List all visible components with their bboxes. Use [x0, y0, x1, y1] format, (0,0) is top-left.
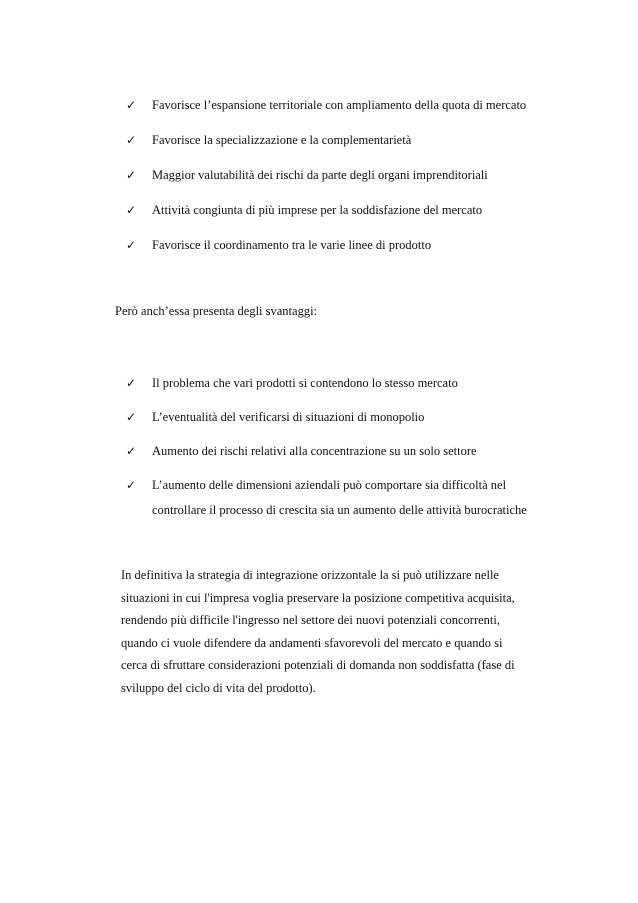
- advantage-text: Favorisce il coordinamento tra le varie linee di prodotto: [152, 238, 432, 252]
- list-item: [126, 131, 526, 149]
- list-item: [126, 408, 527, 426]
- conclusion-paragraph: [121, 564, 541, 699]
- checkmark-icon: ✓: [126, 238, 137, 252]
- advantage-text: Favorisce l’espansione territoriale con ampliamento della quota di mercato: [152, 98, 527, 112]
- disadvantage-line: L’aumento delle dimensioni aziendali può comportare sia difficoltà nel: [152, 478, 507, 492]
- checkmark-icon: ✓: [126, 444, 137, 458]
- advantages-list: [126, 96, 526, 271]
- disadvantages-list: [126, 374, 527, 539]
- checkmark-icon: ✓: [126, 410, 137, 424]
- disadvantage-text: L’eventualità del verificarsi di situazioni di monopolio: [152, 410, 425, 424]
- paragraph-line: quando ci vuole difendere da andamenti sfavorevoli del mercato e quando si: [121, 635, 503, 650]
- disadvantage-line: controllare il processo di crescita sia un aumento delle attività burocratiche: [152, 503, 527, 517]
- list-item: [126, 476, 527, 523]
- checkmark-icon: ✓: [126, 98, 137, 112]
- checkmark-icon: ✓: [126, 168, 137, 182]
- checkmark-icon: ✓: [126, 203, 137, 217]
- list-item: [126, 166, 526, 184]
- checkmark-icon: ✓: [126, 133, 137, 147]
- disadvantage-text: [152, 473, 527, 523]
- list-item: [126, 201, 526, 219]
- disadvantage-text: Il problema che vari prodotti si contendono lo stesso mercato: [152, 376, 458, 390]
- list-item: [126, 96, 526, 114]
- disadvantage-text: Aumento dei rischi relativi alla concentrazione su un solo settore: [152, 444, 477, 458]
- advantage-text: Maggior valutabilità dei rischi da parte degli organi imprenditoriali: [152, 168, 488, 182]
- advantage-text: Attività congiunta di più imprese per la soddisfazione del mercato: [152, 203, 483, 217]
- list-item: [126, 236, 526, 254]
- advantage-text: Favorisce la specializzazione e la complementarietà: [152, 133, 412, 147]
- checkmark-icon: ✓: [126, 478, 137, 492]
- paragraph-line: situazioni in cui l'impresa voglia preservare la posizione competitiva acquisita,: [121, 590, 515, 605]
- list-item: [126, 442, 527, 460]
- list-item: [126, 374, 527, 392]
- paragraph-line: rendendo più difficile l'ingresso nel settore dei nuovi potenziali concorrenti,: [121, 613, 500, 627]
- paragraph-line: sviluppo del ciclo di vita del prodotto).: [121, 680, 316, 695]
- paragraph-line: cerca di sfruttare considerazioni potenziali di domanda non soddisfatta (fase di: [121, 658, 515, 672]
- paragraph-line: In definitiva la strategia di integrazione orizzontale la si può utilizzare nelle: [121, 568, 499, 582]
- checkmark-icon: ✓: [126, 376, 137, 390]
- disadvantages-intro: Però anch’essa presenta degli svantaggi:: [115, 304, 318, 318]
